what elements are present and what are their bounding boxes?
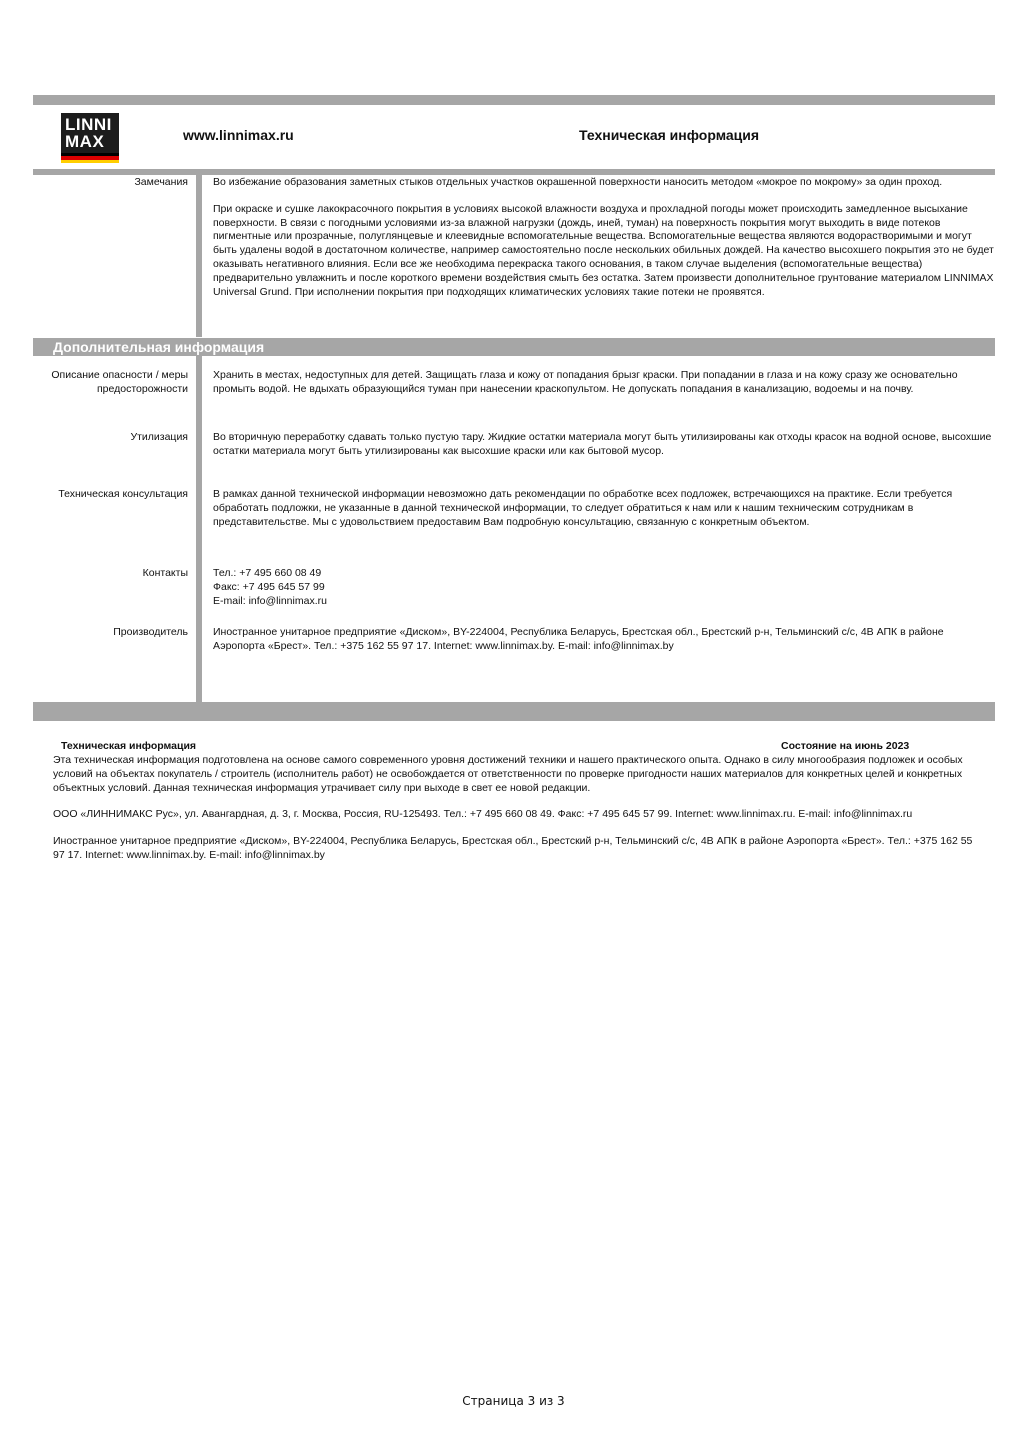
linnimax-logo bbox=[61, 113, 119, 163]
footer-belarus-address: Иностранное унитарное предприятие «Диском», BY-224004, Республика Беларусь, Брестская обл., Брестский р-н, Тельминский с/с, 4В АПК в районе Аэропорта «Брест». Тел.: +375 162 55 97 17. Internet: www.linnimax.by. E-mail: info@linnimax.by bbox=[53, 835, 973, 861]
column-divider bbox=[196, 356, 202, 702]
contacts-label: Контакты bbox=[142, 567, 188, 579]
hazard-content: Хранить в местах, недоступных для детей. Защищать глаза и кожу от попадания брызг краски. При попадании в глаза и на кожу сразу же основательно промыть водой. Не вдыхать образующийся туман при нанесении краскопультом. Не допускать попадания в канализацию, водоемы и на почву. bbox=[213, 369, 958, 395]
disposal-content: Во вторичную переработку сдавать только пустую тару. Жидкие остатки материала могут быть утилизированы как отходы красок на водной основе, высохшие остатки материала могут быть утилизированы как высохшие краски или как бытовой мусор. bbox=[213, 431, 992, 457]
footer-heading-left: Техническая информация bbox=[61, 740, 197, 752]
footer bbox=[53, 740, 978, 876]
manufacturer-label: Производитель bbox=[113, 626, 188, 638]
footer-disclaimer: Эта техническая информация подготовлена на основе самого современного уровня достижений техники и нашего практического опыта. Однако в силу многообразия подложек и особых условий на объектах покупатель / строитель (исполнитель работ) не освобождается от ответственности по проверке пригодности наших материалов для конкретных целей и конкретных объектных условий. Данная техническая информация утрачивает силу при выходе в свет ее новой редакции. bbox=[53, 754, 963, 794]
remarks-paragraph: Во избежание образования заметных стыков отдельных участков окрашенной поверхности наносить методом «мокрое по мокрому» за один проход. bbox=[213, 176, 943, 188]
column-divider bbox=[196, 175, 202, 337]
consultation-content: В рамках данной технической информации невозможно дать рекомендации по обработке всех подложек, встречающихся на практике. Если требуется обработать подложки, не указанные в данной технической информации, то следует обратиться к нам или к нашим техническим сотрудникам в представительстве. Мы с удовольствием предоставим Вам подробную консультацию, связанную с конкретным объектом. bbox=[213, 488, 953, 528]
section-header-bar bbox=[33, 338, 995, 356]
consultation-label: Техническая консультация bbox=[58, 488, 188, 500]
remarks-paragraph: При окраске и сушке лакокрасочного покрытия в условиях высокой влажности воздуха и прохладной погоды может происходить замедленное высыхание поверхности. В связи с погодными условиями из-за влажной нагрузки (дождь, иней, туман) на поверхность покрытия могут выходить в виде потеков пигментные или прозрачные, полуглянцевые и клеевидные вспомогательные вещества. Вспомогательные вещества являются водорастворимыми и могут быть удалены водой в достаточном количестве, например самостоятельно после нескольких обильных дождей. На качество высохшего покрытия это не будет оказывать негативного влияния. Если все же необходима перекраска такого основания, в таком случае выделения (вспомогательные вещества) предварительно увлажнить и после короткого времени воздействия смыть без остатка. Затем произвести дополнительное грунтование материалом LINNIMAX Universal Grund. При исполнении покрытия при подходящих климатических условиях такие потеки не проявятся. bbox=[213, 202, 994, 298]
disposal-label: Утилизация bbox=[130, 431, 188, 443]
logo-text: LINNI MAX bbox=[65, 115, 112, 151]
manufacturer-content: Иностранное унитарное предприятие «Диском», BY-224004, Республика Беларусь, Брестская обл., Брестский р-н, Тельминский с/с, 4В АПК в районе Аэропорта «Брест». Тел.: +375 162 55 97 17. Internet: www.linnimax.by. E-mail: info@linnimax.by bbox=[213, 626, 944, 652]
header-top-bar bbox=[33, 95, 995, 105]
document-title: Техническая информация bbox=[579, 127, 760, 143]
footer-heading bbox=[53, 740, 978, 754]
hazard-label: Описание опасности / меры предосторожности bbox=[51, 369, 188, 395]
page-header bbox=[33, 105, 995, 169]
german-flag-stripe bbox=[61, 153, 119, 163]
remarks-content bbox=[213, 176, 995, 312]
header-bottom-bar bbox=[33, 169, 995, 175]
contacts-content bbox=[213, 567, 995, 608]
footer-heading-right: Состояние на июнь 2023 bbox=[781, 740, 910, 752]
content-bottom-bar bbox=[33, 702, 995, 721]
remarks-label: Замечания bbox=[134, 176, 188, 188]
footer-russia-address: ООО «ЛИННИМАКС Рус», ул. Авангардная, д. 3, г. Москва, Россия, RU-125493. Тел.: +7 495 660 08 49. Факс: +7 495 645 57 99. Internet: www.linnimax.ru. E-mail: info@linnimax.ru bbox=[53, 808, 913, 821]
website-link[interactable]: www.linnimax.ru bbox=[183, 127, 294, 143]
contact-fax: Факс: +7 495 645 57 99 bbox=[213, 580, 325, 593]
page-number: Страница 3 из 3 bbox=[462, 1394, 565, 1408]
contact-phone: Тел.: +7 495 660 08 49 bbox=[213, 567, 322, 579]
section-title: Дополнительная информация bbox=[53, 339, 265, 355]
flag-gold-stripe bbox=[61, 160, 119, 163]
contact-email[interactable]: E-mail: info@linnimax.ru bbox=[213, 594, 327, 607]
